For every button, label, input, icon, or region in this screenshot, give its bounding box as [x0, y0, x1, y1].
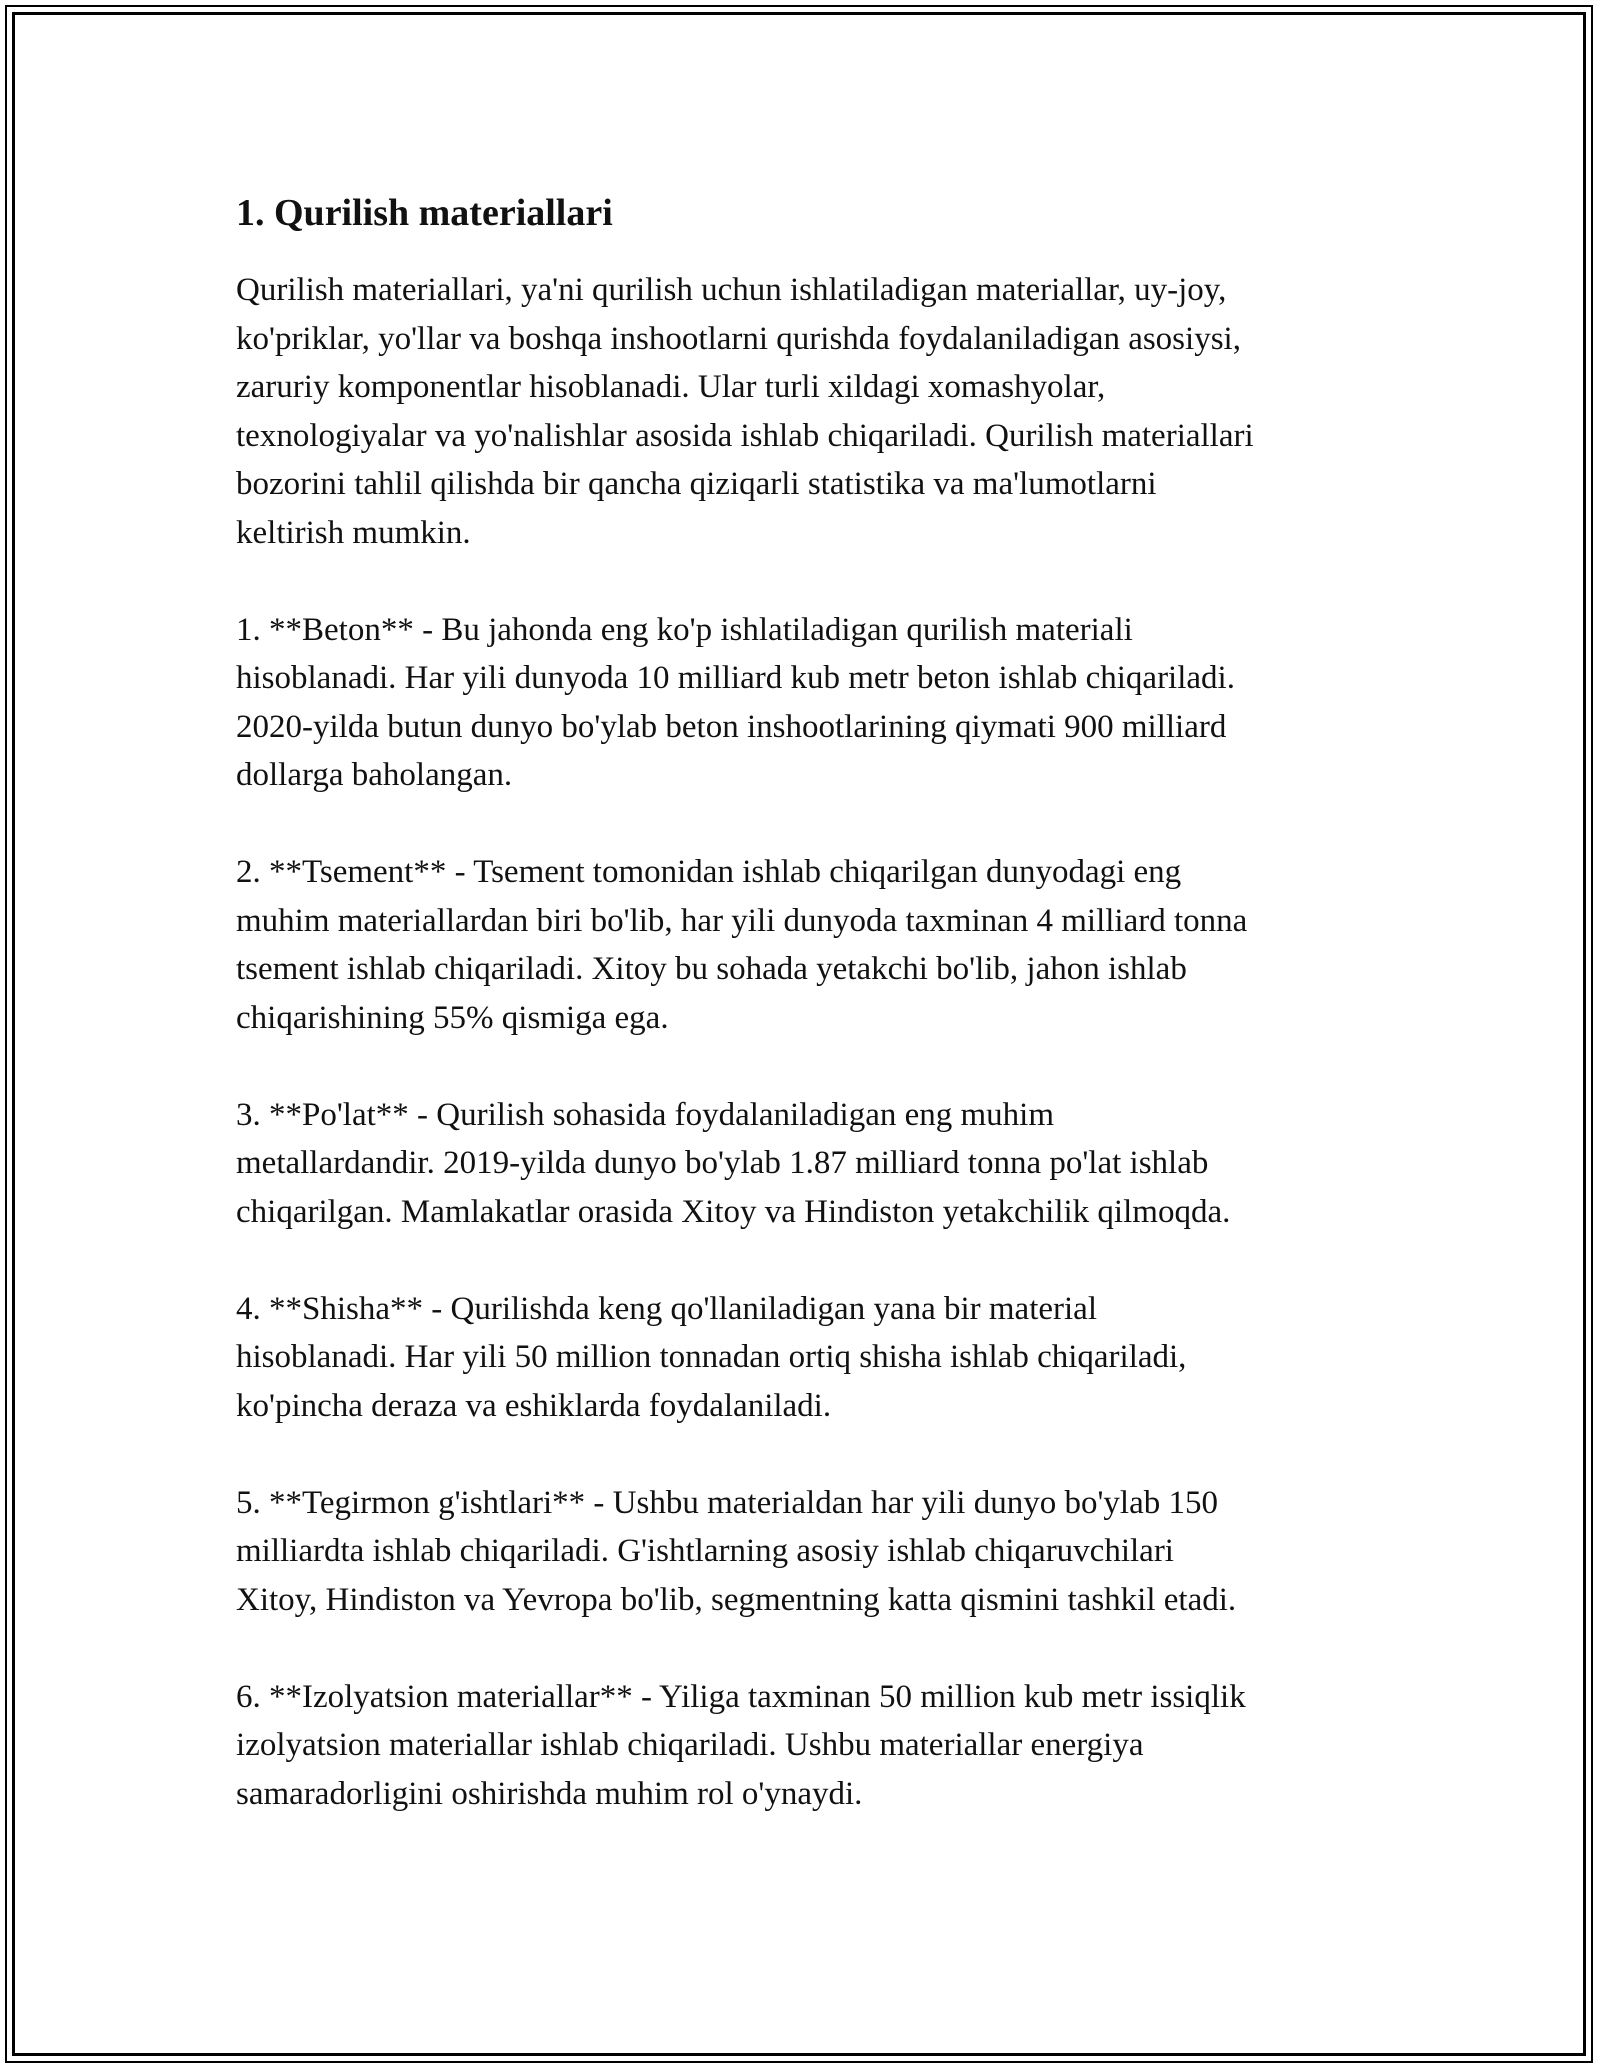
text-line: 3. **Po'lat** - Qurilish sohasida foydalaniladigan eng muhim	[236, 1096, 1054, 1133]
list-item-izolyatsiya	[236, 1673, 1386, 1819]
list-item-polat	[236, 1091, 1386, 1237]
text-line: milliardta ishlab chiqariladi. G'ishtlarning asosiy ishlab chiqaruvchilari	[236, 1533, 1174, 1569]
text-line: ko'pincha deraza va eshiklarda foydalaniladi.	[236, 1387, 832, 1424]
section-heading: 1. Qurilish materiallari	[236, 192, 613, 234]
text-line: bozorini tahlil qilishda bir qancha qiziqarli statistika va ma'lumotlarni	[236, 466, 1157, 502]
text-line: metallardandir. 2019-yilda dunyo bo'ylab 1.87 milliard tonna po'lat ishlab	[236, 1145, 1209, 1181]
text-line: Xitoy, Hindiston va Yevropa bo'lib, segmentning katta qismini tashkil etadi.	[236, 1581, 1237, 1618]
text-line: ko'priklar, yo'llar va boshqa inshootlarni qurishda foydalaniladigan asosiysi,	[236, 320, 1241, 357]
text-line: muhim materiallardan biri bo'lib, har yili dunyoda taxminan 4 milliard tonna	[236, 902, 1248, 939]
text-line: texnologiyalar va yo'nalishlar asosida ishlab chiqariladi. Qurilish materiallari	[236, 417, 1254, 454]
list-item-tsement	[236, 848, 1386, 1042]
text-line: tsement ishlab chiqariladi. Xitoy bu sohada yetakchi bo'lib, jahon ishlab	[236, 951, 1187, 987]
text-line: zaruriy komponentlar hisoblanadi. Ular turli xildagi xomashyolar,	[236, 369, 1106, 405]
text-line: izolyatsion materiallar ishlab chiqariladi. Ushbu materiallar energiya	[236, 1727, 1144, 1763]
text-line: samaradorligini oshirishda muhim rol o'ynaydi.	[236, 1775, 863, 1812]
text-line: dollarga baholangan.	[236, 757, 513, 793]
text-line: 5. **Tegirmon g'ishtlari** - Ushbu materialdan har yili dunyo bo'ylab 150	[236, 1484, 1218, 1521]
text-line: 6. **Izolyatsion materiallar** - Yiliga taxminan 50 million kub metr issiqlik	[236, 1678, 1246, 1715]
text-line: 1. **Beton** - Bu jahonda eng ko'p ishlatiladigan qurilish materiali	[236, 611, 1133, 648]
list-item-beton	[236, 606, 1386, 800]
list-item-shisha	[236, 1285, 1386, 1431]
text-line: keltirish mumkin.	[236, 514, 471, 551]
text-line: chiqarilgan. Mamlakatlar orasida Xitoy va Hindiston yetakchilik qilmoqda.	[236, 1193, 1231, 1230]
intro-paragraph	[236, 266, 1386, 557]
list-item-gisht	[236, 1479, 1386, 1625]
text-line: 2020-yilda butun dunyo bo'ylab beton inshootlarining qiymati 900 milliard	[236, 708, 1227, 745]
text-line: 4. **Shisha** - Qurilishda keng qo'llaniladigan yana bir material	[236, 1290, 1097, 1327]
document-body	[236, 186, 1386, 1867]
text-line: chiqarishining 55% qismiga ega.	[236, 999, 669, 1036]
text-line: hisoblanadi. Har yili 50 million tonnadan ortiq shisha ishlab chiqariladi,	[236, 1339, 1187, 1375]
text-line: Qurilish materiallari, ya'ni qurilish uchun ishlatiladigan materiallar, uy-joy,	[236, 272, 1227, 308]
text-line: 2. **Tsement** - Tsement tomonidan ishlab chiqarilgan dunyodagi eng	[236, 854, 1182, 890]
text-line: hisoblanadi. Har yili dunyoda 10 milliard kub metr beton ishlab chiqariladi.	[236, 660, 1235, 696]
